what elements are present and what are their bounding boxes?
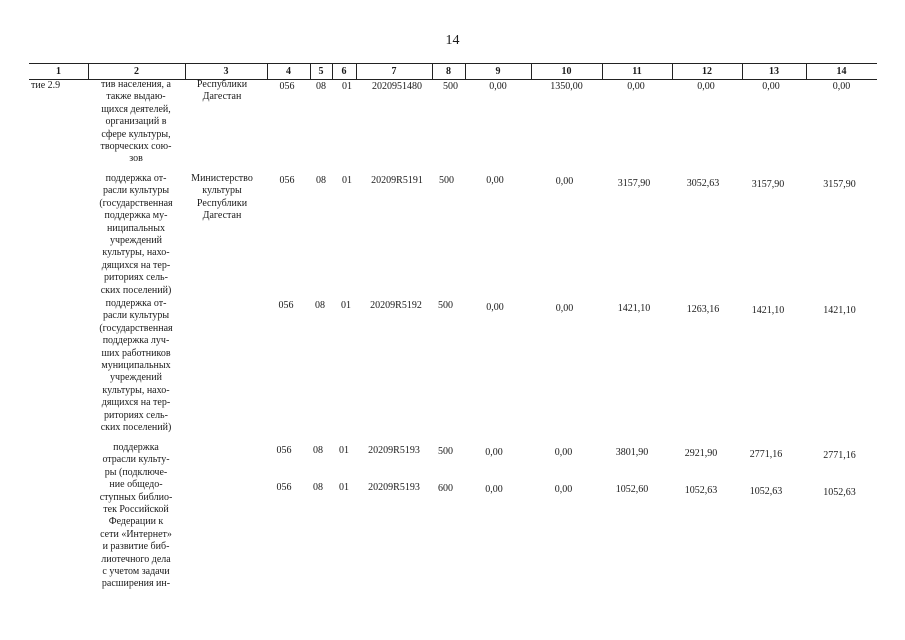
description-block xyxy=(88,79,184,166)
cell-col-10: 0,00 xyxy=(554,484,573,495)
cell-expense-type: 500 xyxy=(438,300,453,311)
cell-target-article: 20209R5193 xyxy=(368,445,420,456)
organization-block xyxy=(185,79,259,104)
cell-col-11: 1421,10 xyxy=(617,303,651,314)
organization-line: Дагестан xyxy=(202,91,242,103)
description-line: поддержка от- xyxy=(105,173,167,184)
header-col-10: 10 xyxy=(561,66,572,77)
cell-col-9: 0,00 xyxy=(486,302,504,313)
header-col-12: 12 xyxy=(702,66,712,77)
cell-col-9: 0,00 xyxy=(486,175,504,186)
cell-section: 08 xyxy=(316,81,326,92)
description-line: ских поселений) xyxy=(100,284,172,296)
cell-col-12: 1052,63 xyxy=(684,485,718,496)
cell-col-12: 1263,16 xyxy=(686,304,720,315)
header-col-7: 7 xyxy=(391,66,397,77)
description-line: дящихся на тер- xyxy=(101,397,171,409)
organization-line: Министерство xyxy=(191,173,253,184)
cell-target-article: 20209R5193 xyxy=(368,482,420,493)
description-line: сети «Интернет» xyxy=(100,528,172,540)
description-line: творческих сою- xyxy=(100,141,172,153)
cell-col-13: 1421,10 xyxy=(751,305,785,316)
cell-col-12: 0,00 xyxy=(697,81,715,92)
cell-subsection: 01 xyxy=(339,482,349,493)
cell-col-11: 3157,90 xyxy=(617,178,651,189)
cell-expense-type: 500 xyxy=(443,81,458,92)
description-line: муниципальных xyxy=(101,360,171,372)
description-line: зов xyxy=(129,153,143,165)
description-line: культуры, нахо- xyxy=(102,247,170,259)
description-line: учреждений xyxy=(110,235,162,247)
description-block xyxy=(88,173,184,297)
description-line: организаций в xyxy=(105,116,167,128)
description-line: с учетом задачи xyxy=(102,566,170,578)
header-col-11: 11 xyxy=(632,66,642,77)
header-col-5: 5 xyxy=(318,66,324,77)
cell-ministry-code: 056 xyxy=(278,300,294,311)
description-line: (государственная xyxy=(99,197,173,209)
header-col-14: 14 xyxy=(836,66,847,77)
description-line: расширения ин- xyxy=(101,578,171,590)
description-line: ших работников xyxy=(101,347,171,359)
description-line: ние общедо- xyxy=(109,479,163,491)
cell-col-14: 3157,90 xyxy=(823,179,856,190)
cell-section: 08 xyxy=(313,482,323,493)
description-line: расли культуры xyxy=(102,310,170,322)
cell-expense-type: 600 xyxy=(438,483,453,494)
description-line: ры (подключе- xyxy=(104,466,168,478)
header-col-6: 6 xyxy=(341,66,347,77)
description-line: поддержка луч- xyxy=(102,335,170,347)
description-line: сфере культуры, xyxy=(101,128,171,140)
description-line: лиотечного дела xyxy=(101,553,171,565)
organization-line: Республики xyxy=(196,79,248,90)
cell-col-14: 2771,16 xyxy=(823,450,856,461)
cell-col-9: 0,00 xyxy=(485,447,503,458)
cell-col-11: 1052,60 xyxy=(615,484,649,495)
cell-col-10: 0,00 xyxy=(555,176,574,187)
cell-col-14: 1052,63 xyxy=(823,487,856,498)
cell-col-12: 3052,63 xyxy=(686,178,720,189)
cell-target-article: 2020951480 xyxy=(372,81,422,92)
cell-col-10: 0,00 xyxy=(555,303,574,314)
description-line: щихся деятелей, xyxy=(101,103,171,115)
cell-expense-type: 500 xyxy=(438,446,453,457)
cell-section: 08 xyxy=(313,445,323,456)
table-header xyxy=(29,63,877,80)
description-line: ступных библио- xyxy=(99,491,173,503)
description-line: дящихся на тер- xyxy=(101,259,171,271)
cell-col-12: 2921,90 xyxy=(684,448,718,459)
cell-col-10: 0,00 xyxy=(554,447,573,458)
cell-target-article: 20209R5192 xyxy=(370,300,422,311)
cell-col-10: 1350,00 xyxy=(550,81,583,92)
cell-col-13: 1052,63 xyxy=(749,486,783,497)
cell-col-14: 1421,10 xyxy=(823,305,856,316)
cell-ministry-code: 056 xyxy=(276,445,292,456)
cell-expense-type: 500 xyxy=(439,175,454,186)
cell-ministry-code: 056 xyxy=(276,482,292,493)
cell-subsection: 01 xyxy=(341,300,351,311)
description-line: (государственная xyxy=(99,322,173,334)
description-line: ниципальных xyxy=(107,222,165,234)
header-col-9: 9 xyxy=(495,66,501,77)
cell-target-article: 20209R5191 xyxy=(371,175,423,186)
description-line: поддержка от- xyxy=(105,298,167,309)
cell-section: 08 xyxy=(316,175,326,186)
description-line: учреждений xyxy=(110,372,162,384)
cell-subsection: 01 xyxy=(339,445,349,456)
organization-line: Дагестан xyxy=(202,210,242,222)
description-line: Федерации к xyxy=(108,516,164,528)
cell-ministry-code: 056 xyxy=(279,175,295,186)
header-col-13: 13 xyxy=(769,66,779,77)
description-block xyxy=(88,298,184,434)
header-col-1: 1 xyxy=(56,66,61,77)
cell-ministry-code: 056 xyxy=(279,81,295,92)
description-line: ских поселений) xyxy=(100,422,172,434)
description-line: также выдаю- xyxy=(106,91,166,103)
organization-line: культуры xyxy=(202,185,242,197)
description-line: отрасли культу- xyxy=(102,454,170,466)
description-line: поддержка xyxy=(113,442,159,453)
header-col-2: 2 xyxy=(134,66,139,77)
cell-subsection: 01 xyxy=(342,81,352,92)
page-number: 14 xyxy=(445,33,460,48)
organization-block xyxy=(185,173,259,223)
organization-line: Республики xyxy=(196,197,248,209)
header-col-3: 3 xyxy=(223,66,229,77)
description-block xyxy=(88,442,184,591)
description-line: риториях сель- xyxy=(104,409,168,421)
cell-col-11: 3801,90 xyxy=(615,447,649,458)
cell-col-13: 2771,16 xyxy=(749,449,783,460)
row-label: тие 2.9 xyxy=(31,80,61,91)
header-col-8: 8 xyxy=(446,66,451,77)
cell-col-11: 0,00 xyxy=(627,81,645,92)
cell-col-13: 3157,90 xyxy=(751,179,785,190)
cell-section: 08 xyxy=(315,300,325,311)
cell-col-9: 0,00 xyxy=(485,484,503,495)
description-line: расли культуры xyxy=(102,185,170,197)
cell-col-14: 0,00 xyxy=(832,81,851,92)
header-col-4: 4 xyxy=(286,66,291,77)
cell-col-13: 0,00 xyxy=(762,81,780,92)
cell-subsection: 01 xyxy=(342,175,352,186)
description-line: культуры, нахо- xyxy=(102,384,170,396)
cell-col-9: 0,00 xyxy=(489,81,507,92)
description-line: поддержка му- xyxy=(104,210,168,222)
description-line: риториях сель- xyxy=(104,272,168,284)
description-line: тек Российской xyxy=(103,504,169,516)
description-line: и развитие биб- xyxy=(102,541,170,553)
description-line: тив населения, а xyxy=(101,79,171,90)
